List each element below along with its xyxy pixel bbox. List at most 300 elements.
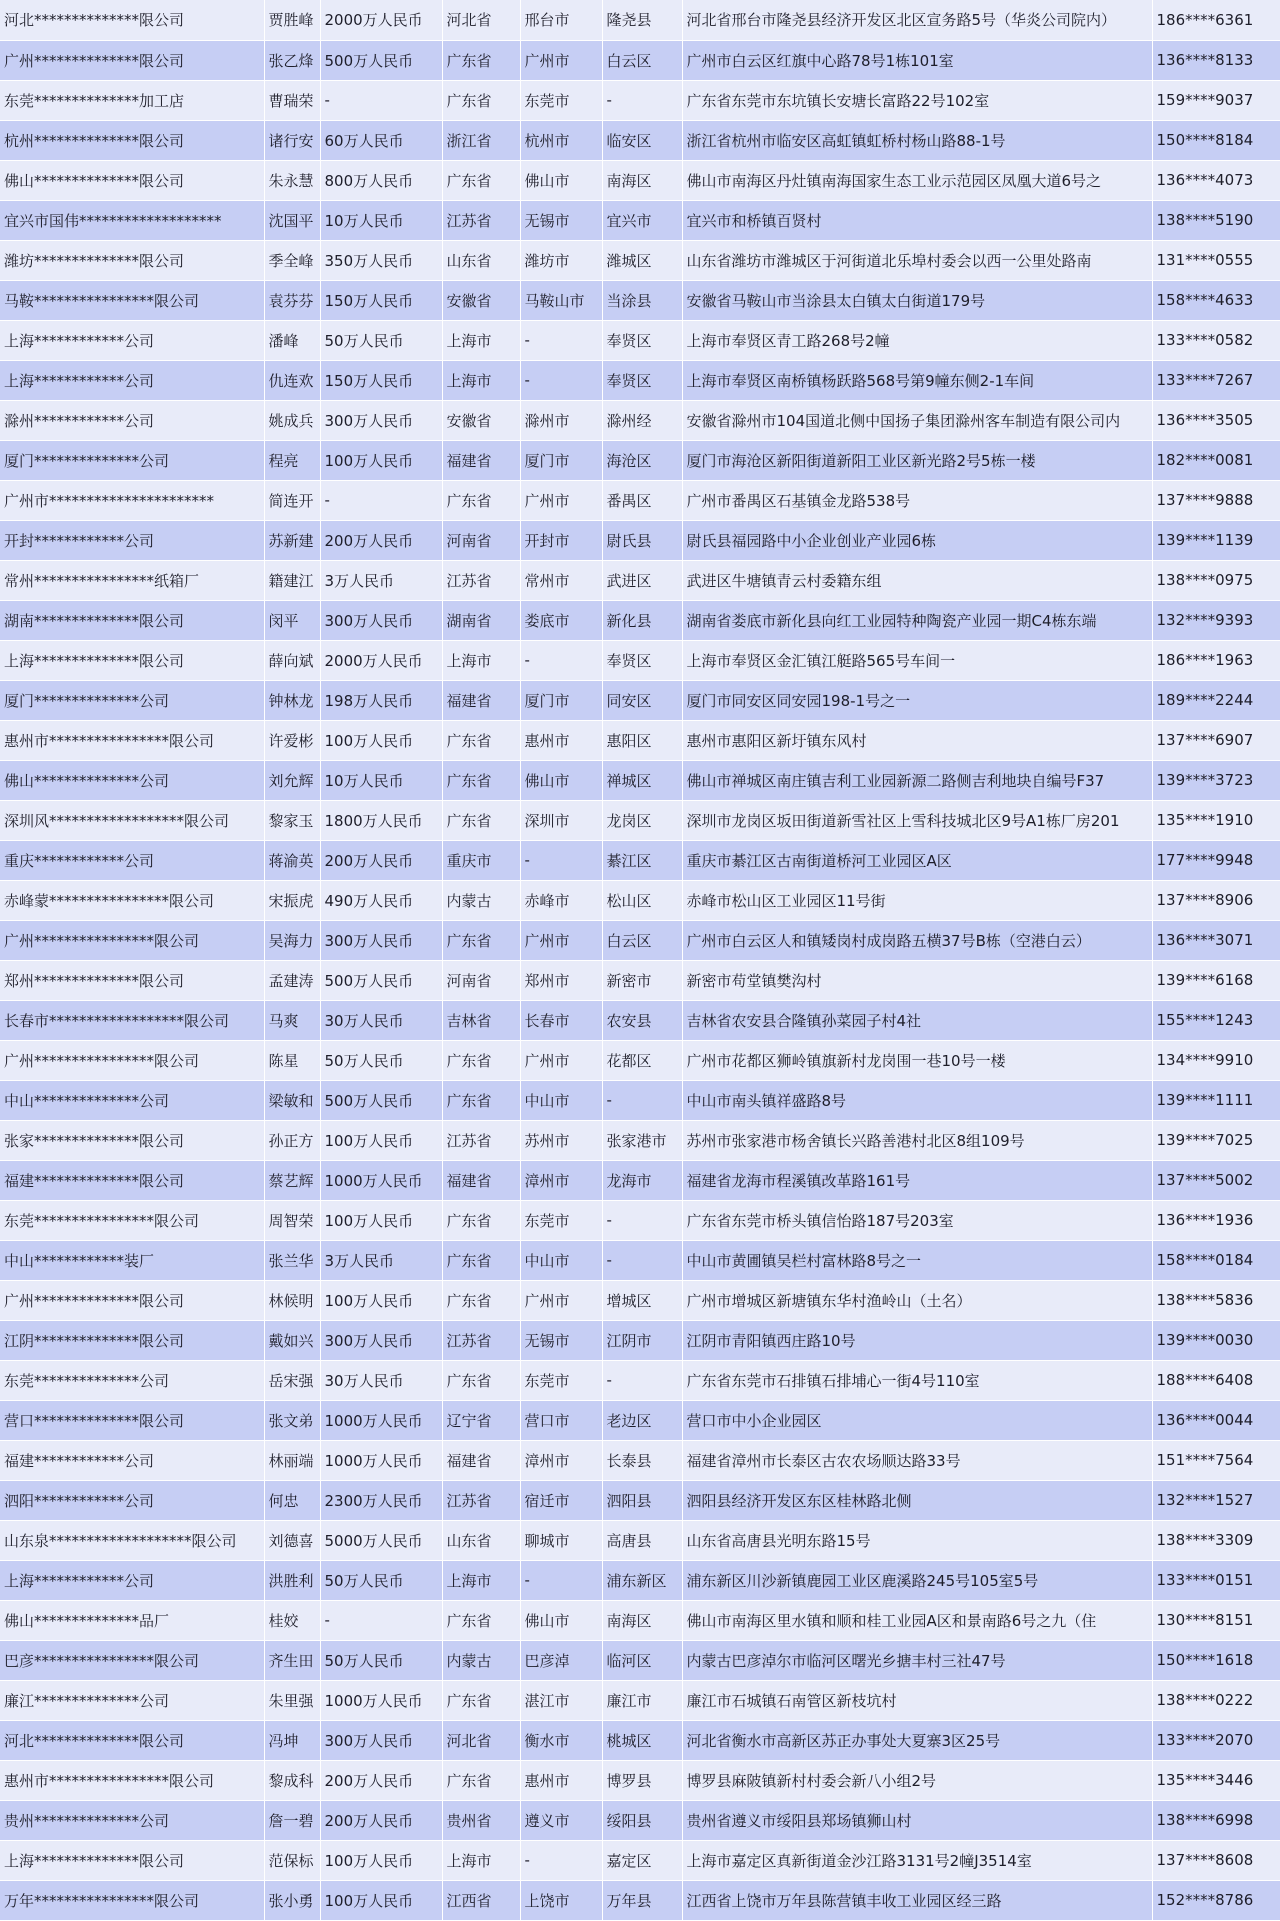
district-cell: 当涂县 <box>602 280 682 320</box>
legal-person-cell: 洪胜利 <box>264 1560 320 1600</box>
phone-cell: 177****9948 <box>1152 840 1280 880</box>
address-cell: 广州市白云区红旗中心路78号1栋101室 <box>682 40 1152 80</box>
city-cell: 苏州市 <box>520 1120 602 1160</box>
registered-capital-cell: 1000万人民币 <box>320 1440 442 1480</box>
legal-person-cell: 朱永慧 <box>264 160 320 200</box>
table-row <box>0 640 1280 680</box>
phone-cell: 130****8151 <box>1152 1600 1280 1640</box>
address-cell: 江西省上饶市万年县陈营镇丰收工业园区经三路 <box>682 1880 1152 1920</box>
province-cell: 浙江省 <box>442 120 520 160</box>
legal-person-cell: 桂姣 <box>264 1600 320 1640</box>
legal-person-cell: 张小勇 <box>264 1880 320 1920</box>
table-row <box>0 1680 1280 1720</box>
legal-person-cell: 苏新建 <box>264 520 320 560</box>
district-cell: - <box>602 80 682 120</box>
city-cell: 广州市 <box>520 480 602 520</box>
phone-cell: 158****4633 <box>1152 280 1280 320</box>
phone-cell: 132****9393 <box>1152 600 1280 640</box>
table-row <box>0 1760 1280 1800</box>
address-cell: 内蒙古巴彦淖尔市临河区曙光乡搪丰村三社47号 <box>682 1640 1152 1680</box>
company-name-cell: 广州****************限公司 <box>0 920 264 960</box>
address-cell: 浙江省杭州市临安区高虹镇虹桥村杨山路88-1号 <box>682 120 1152 160</box>
district-cell: 廉江市 <box>602 1680 682 1720</box>
address-cell: 苏州市张家港市杨舍镇长兴路善港村北区8组109号 <box>682 1120 1152 1160</box>
table-row <box>0 760 1280 800</box>
table-row <box>0 1520 1280 1560</box>
district-cell: 张家港市 <box>602 1120 682 1160</box>
company-name-cell: 重庆************公司 <box>0 840 264 880</box>
address-cell: 赤峰市松山区工业园区11号街 <box>682 880 1152 920</box>
legal-person-cell: 范保标 <box>264 1840 320 1880</box>
address-cell: 泗阳县经济开发区东区桂林路北侧 <box>682 1480 1152 1520</box>
phone-cell: 189****2244 <box>1152 680 1280 720</box>
district-cell: 新密市 <box>602 960 682 1000</box>
company-name-cell: 长春市******************限公司 <box>0 1000 264 1040</box>
address-cell: 武进区牛塘镇青云村委籍东组 <box>682 560 1152 600</box>
district-cell: 农安县 <box>602 1000 682 1040</box>
district-cell: 武进区 <box>602 560 682 600</box>
table-row <box>0 0 1280 40</box>
province-cell: 江西省 <box>442 1880 520 1920</box>
table-row <box>0 1360 1280 1400</box>
company-name-cell: 广州**************限公司 <box>0 1280 264 1320</box>
phone-cell: 138****5190 <box>1152 200 1280 240</box>
province-cell: 上海市 <box>442 640 520 680</box>
province-cell: 江苏省 <box>442 1320 520 1360</box>
table-row <box>0 600 1280 640</box>
table-row <box>0 1720 1280 1760</box>
legal-person-cell: 程亮 <box>264 440 320 480</box>
legal-person-cell: 黎家玉 <box>264 800 320 840</box>
table-row <box>0 1280 1280 1320</box>
district-cell: 奉贤区 <box>602 320 682 360</box>
city-cell: 无锡市 <box>520 200 602 240</box>
table-row <box>0 440 1280 480</box>
district-cell: 白云区 <box>602 920 682 960</box>
legal-person-cell: 闵平 <box>264 600 320 640</box>
city-cell: - <box>520 1560 602 1600</box>
legal-person-cell: 许爱彬 <box>264 720 320 760</box>
city-cell: 漳州市 <box>520 1160 602 1200</box>
legal-person-cell: 张兰华 <box>264 1240 320 1280</box>
legal-person-cell: 梁敏和 <box>264 1080 320 1120</box>
district-cell: 尉氏县 <box>602 520 682 560</box>
table-row <box>0 160 1280 200</box>
address-cell: 河北省衡水市高新区苏正办事处大夏寨3区25号 <box>682 1720 1152 1760</box>
district-cell: 奉贤区 <box>602 640 682 680</box>
company-name-cell: 厦门**************公司 <box>0 680 264 720</box>
province-cell: 广东省 <box>442 1080 520 1120</box>
phone-cell: 135****1910 <box>1152 800 1280 840</box>
province-cell: 江苏省 <box>442 560 520 600</box>
district-cell: 临河区 <box>602 1640 682 1680</box>
phone-cell: 150****8184 <box>1152 120 1280 160</box>
phone-cell: 159****9037 <box>1152 80 1280 120</box>
address-cell: 厦门市海沧区新阳街道新阳工业区新光路2号5栋一楼 <box>682 440 1152 480</box>
registered-capital-cell: 800万人民币 <box>320 160 442 200</box>
legal-person-cell: 马爽 <box>264 1000 320 1040</box>
city-cell: 赤峰市 <box>520 880 602 920</box>
registered-capital-cell: 200万人民币 <box>320 1800 442 1840</box>
table-row <box>0 1840 1280 1880</box>
address-cell: 新密市苟堂镇樊沟村 <box>682 960 1152 1000</box>
address-cell: 宜兴市和桥镇百贤村 <box>682 200 1152 240</box>
phone-cell: 133****2070 <box>1152 1720 1280 1760</box>
province-cell: 福建省 <box>442 1160 520 1200</box>
company-name-cell: 佛山**************公司 <box>0 760 264 800</box>
registered-capital-cell: 300万人民币 <box>320 1320 442 1360</box>
address-cell: 上海市奉贤区金汇镇江艇路565号车间一 <box>682 640 1152 680</box>
province-cell: 内蒙古 <box>442 880 520 920</box>
city-cell: 广州市 <box>520 40 602 80</box>
address-cell: 重庆市綦江区古南街道桥河工业园区A区 <box>682 840 1152 880</box>
province-cell: 上海市 <box>442 360 520 400</box>
city-cell: 娄底市 <box>520 600 602 640</box>
registered-capital-cell: 50万人民币 <box>320 1640 442 1680</box>
city-cell: 营口市 <box>520 1400 602 1440</box>
registered-capital-cell: 50万人民币 <box>320 320 442 360</box>
address-cell: 安徽省滁州市104国道北侧中国扬子集团滁州客车制造有限公司内 <box>682 400 1152 440</box>
district-cell: 南海区 <box>602 1600 682 1640</box>
district-cell: 临安区 <box>602 120 682 160</box>
company-name-cell: 东莞**************公司 <box>0 1360 264 1400</box>
company-name-cell: 泗阳************公司 <box>0 1480 264 1520</box>
province-cell: 河南省 <box>442 960 520 1000</box>
city-cell: 东莞市 <box>520 1360 602 1400</box>
district-cell: 新化县 <box>602 600 682 640</box>
table-row <box>0 400 1280 440</box>
district-cell: 龙海市 <box>602 1160 682 1200</box>
company-name-cell: 中山**************公司 <box>0 1080 264 1120</box>
city-cell: 中山市 <box>520 1240 602 1280</box>
city-cell: 马鞍山市 <box>520 280 602 320</box>
phone-cell: 136****3505 <box>1152 400 1280 440</box>
address-cell: 安徽省马鞍山市当涂县太白镇太白街道179号 <box>682 280 1152 320</box>
district-cell: 高唐县 <box>602 1520 682 1560</box>
registered-capital-cell: 100万人民币 <box>320 1280 442 1320</box>
table-row <box>0 960 1280 1000</box>
legal-person-cell: 吴海力 <box>264 920 320 960</box>
company-name-cell: 河北**************限公司 <box>0 1720 264 1760</box>
phone-cell: 136****1936 <box>1152 1200 1280 1240</box>
city-cell: 巴彦淖 <box>520 1640 602 1680</box>
legal-person-cell: 姚成兵 <box>264 400 320 440</box>
table-row <box>0 1000 1280 1040</box>
registered-capital-cell: 1000万人民币 <box>320 1400 442 1440</box>
table-row <box>0 80 1280 120</box>
city-cell: 长春市 <box>520 1000 602 1040</box>
phone-cell: 133****7267 <box>1152 360 1280 400</box>
address-cell: 广东省东莞市桥头镇信怡路187号203室 <box>682 1200 1152 1240</box>
district-cell: 泗阳县 <box>602 1480 682 1520</box>
address-cell: 广州市增城区新塘镇东华村渔岭山（土名） <box>682 1280 1152 1320</box>
city-cell: 郑州市 <box>520 960 602 1000</box>
legal-person-cell: 孙正方 <box>264 1120 320 1160</box>
company-name-cell: 东莞**************加工店 <box>0 80 264 120</box>
province-cell: 广东省 <box>442 1200 520 1240</box>
province-cell: 河南省 <box>442 520 520 560</box>
district-cell: 博罗县 <box>602 1760 682 1800</box>
province-cell: 广东省 <box>442 40 520 80</box>
province-cell: 河北省 <box>442 1720 520 1760</box>
table-row <box>0 800 1280 840</box>
company-name-cell: 福建**************限公司 <box>0 1160 264 1200</box>
legal-person-cell: 潘峰 <box>264 320 320 360</box>
city-cell: 惠州市 <box>520 1760 602 1800</box>
address-cell: 湖南省娄底市新化县向红工业园特种陶瓷产业园一期C4栋东端 <box>682 600 1152 640</box>
city-cell: 衡水市 <box>520 1720 602 1760</box>
city-cell: 滁州市 <box>520 400 602 440</box>
province-cell: 广东省 <box>442 920 520 960</box>
table-row <box>0 1320 1280 1360</box>
table-row <box>0 1800 1280 1840</box>
legal-person-cell: 岳宋强 <box>264 1360 320 1400</box>
registered-capital-cell: 350万人民币 <box>320 240 442 280</box>
registered-capital-cell: 300万人民币 <box>320 1720 442 1760</box>
phone-cell: 182****0081 <box>1152 440 1280 480</box>
address-cell: 广州市番禺区石基镇金龙路538号 <box>682 480 1152 520</box>
table-row <box>0 1560 1280 1600</box>
company-name-cell: 廉江**************公司 <box>0 1680 264 1720</box>
table-row <box>0 1480 1280 1520</box>
company-name-cell: 上海************公司 <box>0 320 264 360</box>
district-cell: - <box>602 1360 682 1400</box>
phone-cell: 136****0044 <box>1152 1400 1280 1440</box>
province-cell: 福建省 <box>442 680 520 720</box>
company-name-cell: 广州****************限公司 <box>0 1040 264 1080</box>
district-cell: 万年县 <box>602 1880 682 1920</box>
table-row <box>0 920 1280 960</box>
province-cell: 广东省 <box>442 160 520 200</box>
registered-capital-cell: 50万人民币 <box>320 1040 442 1080</box>
address-cell: 上海市奉贤区南桥镇杨跃路568号第9幢东侧2-1车间 <box>682 360 1152 400</box>
legal-person-cell: 冯坤 <box>264 1720 320 1760</box>
city-cell: 东莞市 <box>520 80 602 120</box>
address-cell: 惠州市惠阳区新圩镇东风村 <box>682 720 1152 760</box>
province-cell: 广东省 <box>442 1240 520 1280</box>
company-name-cell: 河北**************限公司 <box>0 0 264 40</box>
district-cell: 绥阳县 <box>602 1800 682 1840</box>
legal-person-cell: 刘德喜 <box>264 1520 320 1560</box>
registered-capital-cell: - <box>320 80 442 120</box>
registered-capital-cell: 3万人民币 <box>320 560 442 600</box>
company-name-cell: 东莞****************限公司 <box>0 1200 264 1240</box>
table-row <box>0 1600 1280 1640</box>
province-cell: 湖南省 <box>442 600 520 640</box>
company-name-cell: 山东泉*******************限公司 <box>0 1520 264 1560</box>
province-cell: 山东省 <box>442 240 520 280</box>
phone-cell: 186****1963 <box>1152 640 1280 680</box>
phone-cell: 158****0184 <box>1152 1240 1280 1280</box>
registered-capital-cell: 1800万人民币 <box>320 800 442 840</box>
city-cell: 广州市 <box>520 1040 602 1080</box>
registered-capital-cell: 2000万人民币 <box>320 640 442 680</box>
company-name-cell: 赤峰蒙****************限公司 <box>0 880 264 920</box>
phone-cell: 132****1527 <box>1152 1480 1280 1520</box>
address-cell: 江阴市青阳镇西庄路10号 <box>682 1320 1152 1360</box>
phone-cell: 136****4073 <box>1152 160 1280 200</box>
province-cell: 广东省 <box>442 1280 520 1320</box>
address-cell: 佛山市南海区丹灶镇南海国家生态工业示范园区凤凰大道6号之 <box>682 160 1152 200</box>
company-name-cell: 福建************公司 <box>0 1440 264 1480</box>
district-cell: 长泰县 <box>602 1440 682 1480</box>
legal-person-cell: 袁芬芬 <box>264 280 320 320</box>
district-cell: 龙岗区 <box>602 800 682 840</box>
address-cell: 山东省高唐县光明东路15号 <box>682 1520 1152 1560</box>
legal-person-cell: 季全峰 <box>264 240 320 280</box>
legal-person-cell: 何忠 <box>264 1480 320 1520</box>
company-name-cell: 宜兴市国伟******************* <box>0 200 264 240</box>
registered-capital-cell: 490万人民币 <box>320 880 442 920</box>
city-cell: 无锡市 <box>520 1320 602 1360</box>
registered-capital-cell: 10万人民币 <box>320 760 442 800</box>
phone-cell: 139****6168 <box>1152 960 1280 1000</box>
address-cell: 福建省漳州市长泰区古农农场顺达路33号 <box>682 1440 1152 1480</box>
phone-cell: 138****6998 <box>1152 1800 1280 1840</box>
phone-cell: 139****1111 <box>1152 1080 1280 1120</box>
district-cell: 松山区 <box>602 880 682 920</box>
table-row <box>0 680 1280 720</box>
address-cell: 佛山市禅城区南庄镇吉利工业园新源二路侧吉利地块自编号F37 <box>682 760 1152 800</box>
phone-cell: 134****9910 <box>1152 1040 1280 1080</box>
phone-cell: 138****5836 <box>1152 1280 1280 1320</box>
legal-person-cell: 刘允辉 <box>264 760 320 800</box>
company-name-cell: 贵州**************公司 <box>0 1800 264 1840</box>
legal-person-cell: 林丽端 <box>264 1440 320 1480</box>
table-row <box>0 840 1280 880</box>
registered-capital-cell: 200万人民币 <box>320 1760 442 1800</box>
legal-person-cell: 曹瑞荣 <box>264 80 320 120</box>
company-name-cell: 厦门**************公司 <box>0 440 264 480</box>
district-cell: 海沧区 <box>602 440 682 480</box>
registered-capital-cell: 1000万人民币 <box>320 1160 442 1200</box>
address-cell: 浦东新区川沙新镇鹿园工业区鹿溪路245号105室5号 <box>682 1560 1152 1600</box>
address-cell: 尉氏县福园路中小企业创业产业园6栋 <box>682 520 1152 560</box>
city-cell: 厦门市 <box>520 680 602 720</box>
phone-cell: 136****8133 <box>1152 40 1280 80</box>
legal-person-cell: 沈国平 <box>264 200 320 240</box>
table-row <box>0 1120 1280 1160</box>
province-cell: 广东省 <box>442 1040 520 1080</box>
address-cell: 吉林省农安县合隆镇孙菜园子村4社 <box>682 1000 1152 1040</box>
district-cell: 南海区 <box>602 160 682 200</box>
city-cell: 湛江市 <box>520 1680 602 1720</box>
company-name-cell: 马鞍****************限公司 <box>0 280 264 320</box>
registered-capital-cell: 200万人民币 <box>320 520 442 560</box>
company-name-cell: 滁州************公司 <box>0 400 264 440</box>
company-name-cell: 广州**************限公司 <box>0 40 264 80</box>
province-cell: 广东省 <box>442 480 520 520</box>
district-cell: 桃城区 <box>602 1720 682 1760</box>
district-cell: - <box>602 1080 682 1120</box>
address-cell: 山东省潍坊市潍城区于河街道北乐埠村委会以西一公里处路南 <box>682 240 1152 280</box>
city-cell: 常州市 <box>520 560 602 600</box>
phone-cell: 137****5002 <box>1152 1160 1280 1200</box>
city-cell: 开封市 <box>520 520 602 560</box>
province-cell: 河北省 <box>442 0 520 40</box>
district-cell: 白云区 <box>602 40 682 80</box>
company-name-cell: 广州市********************** <box>0 480 264 520</box>
company-name-cell: 万年****************限公司 <box>0 1880 264 1920</box>
phone-cell: 155****1243 <box>1152 1000 1280 1040</box>
legal-person-cell: 陈星 <box>264 1040 320 1080</box>
province-cell: 广东省 <box>442 1760 520 1800</box>
district-cell: 花都区 <box>602 1040 682 1080</box>
legal-person-cell: 蔡艺辉 <box>264 1160 320 1200</box>
city-cell: 东莞市 <box>520 1200 602 1240</box>
province-cell: 上海市 <box>442 1840 520 1880</box>
company-name-cell: 巴彦****************限公司 <box>0 1640 264 1680</box>
city-cell: 厦门市 <box>520 440 602 480</box>
province-cell: 江苏省 <box>442 1480 520 1520</box>
phone-cell: 139****7025 <box>1152 1120 1280 1160</box>
registered-capital-cell: 100万人民币 <box>320 1200 442 1240</box>
legal-person-cell: 齐生田 <box>264 1640 320 1680</box>
table-row <box>0 1880 1280 1920</box>
table-row <box>0 280 1280 320</box>
registered-capital-cell: 100万人民币 <box>320 720 442 760</box>
address-cell: 广州市白云区人和镇矮岗村成岗路五横37号B栋（空港白云） <box>682 920 1152 960</box>
registered-capital-cell: 30万人民币 <box>320 1000 442 1040</box>
legal-person-cell: 诸行安 <box>264 120 320 160</box>
province-cell: 广东省 <box>442 1600 520 1640</box>
district-cell: - <box>602 1240 682 1280</box>
table-row <box>0 1440 1280 1480</box>
registered-capital-cell: 300万人民币 <box>320 400 442 440</box>
registered-capital-cell: 198万人民币 <box>320 680 442 720</box>
legal-person-cell: 朱里强 <box>264 1680 320 1720</box>
province-cell: 贵州省 <box>442 1800 520 1840</box>
phone-cell: 186****6361 <box>1152 0 1280 40</box>
province-cell: 吉林省 <box>442 1000 520 1040</box>
province-cell: 安徽省 <box>442 280 520 320</box>
phone-cell: 139****0030 <box>1152 1320 1280 1360</box>
address-cell: 博罗县麻陂镇新村村委会新八小组2号 <box>682 1760 1152 1800</box>
table-row <box>0 560 1280 600</box>
legal-person-cell: 籍建江 <box>264 560 320 600</box>
city-cell: 佛山市 <box>520 760 602 800</box>
phone-cell: 137****8906 <box>1152 880 1280 920</box>
phone-cell: 136****3071 <box>1152 920 1280 960</box>
registered-capital-cell: 150万人民币 <box>320 360 442 400</box>
table-row <box>0 720 1280 760</box>
city-cell: 遵义市 <box>520 1800 602 1840</box>
table-row <box>0 1080 1280 1120</box>
table-row <box>0 1640 1280 1680</box>
legal-person-cell: 张乙烽 <box>264 40 320 80</box>
registered-capital-cell: 2300万人民币 <box>320 1480 442 1520</box>
district-cell: 綦江区 <box>602 840 682 880</box>
district-cell: 潍城区 <box>602 240 682 280</box>
registered-capital-cell: 30万人民币 <box>320 1360 442 1400</box>
district-cell: 嘉定区 <box>602 1840 682 1880</box>
district-cell: 老边区 <box>602 1400 682 1440</box>
phone-cell: 135****3446 <box>1152 1760 1280 1800</box>
phone-cell: 138****3309 <box>1152 1520 1280 1560</box>
table-row <box>0 240 1280 280</box>
registered-capital-cell: 100万人民币 <box>320 1120 442 1160</box>
province-cell: 重庆市 <box>442 840 520 880</box>
city-cell: 上饶市 <box>520 1880 602 1920</box>
address-cell: 广州市花都区狮岭镇旗新村龙岗围一巷10号一楼 <box>682 1040 1152 1080</box>
registered-capital-cell: 60万人民币 <box>320 120 442 160</box>
registered-capital-cell: 500万人民币 <box>320 1080 442 1120</box>
registered-capital-cell: - <box>320 480 442 520</box>
table-row <box>0 480 1280 520</box>
company-name-cell: 佛山**************品厂 <box>0 1600 264 1640</box>
company-name-cell: 惠州市****************限公司 <box>0 720 264 760</box>
city-cell: 邢台市 <box>520 0 602 40</box>
